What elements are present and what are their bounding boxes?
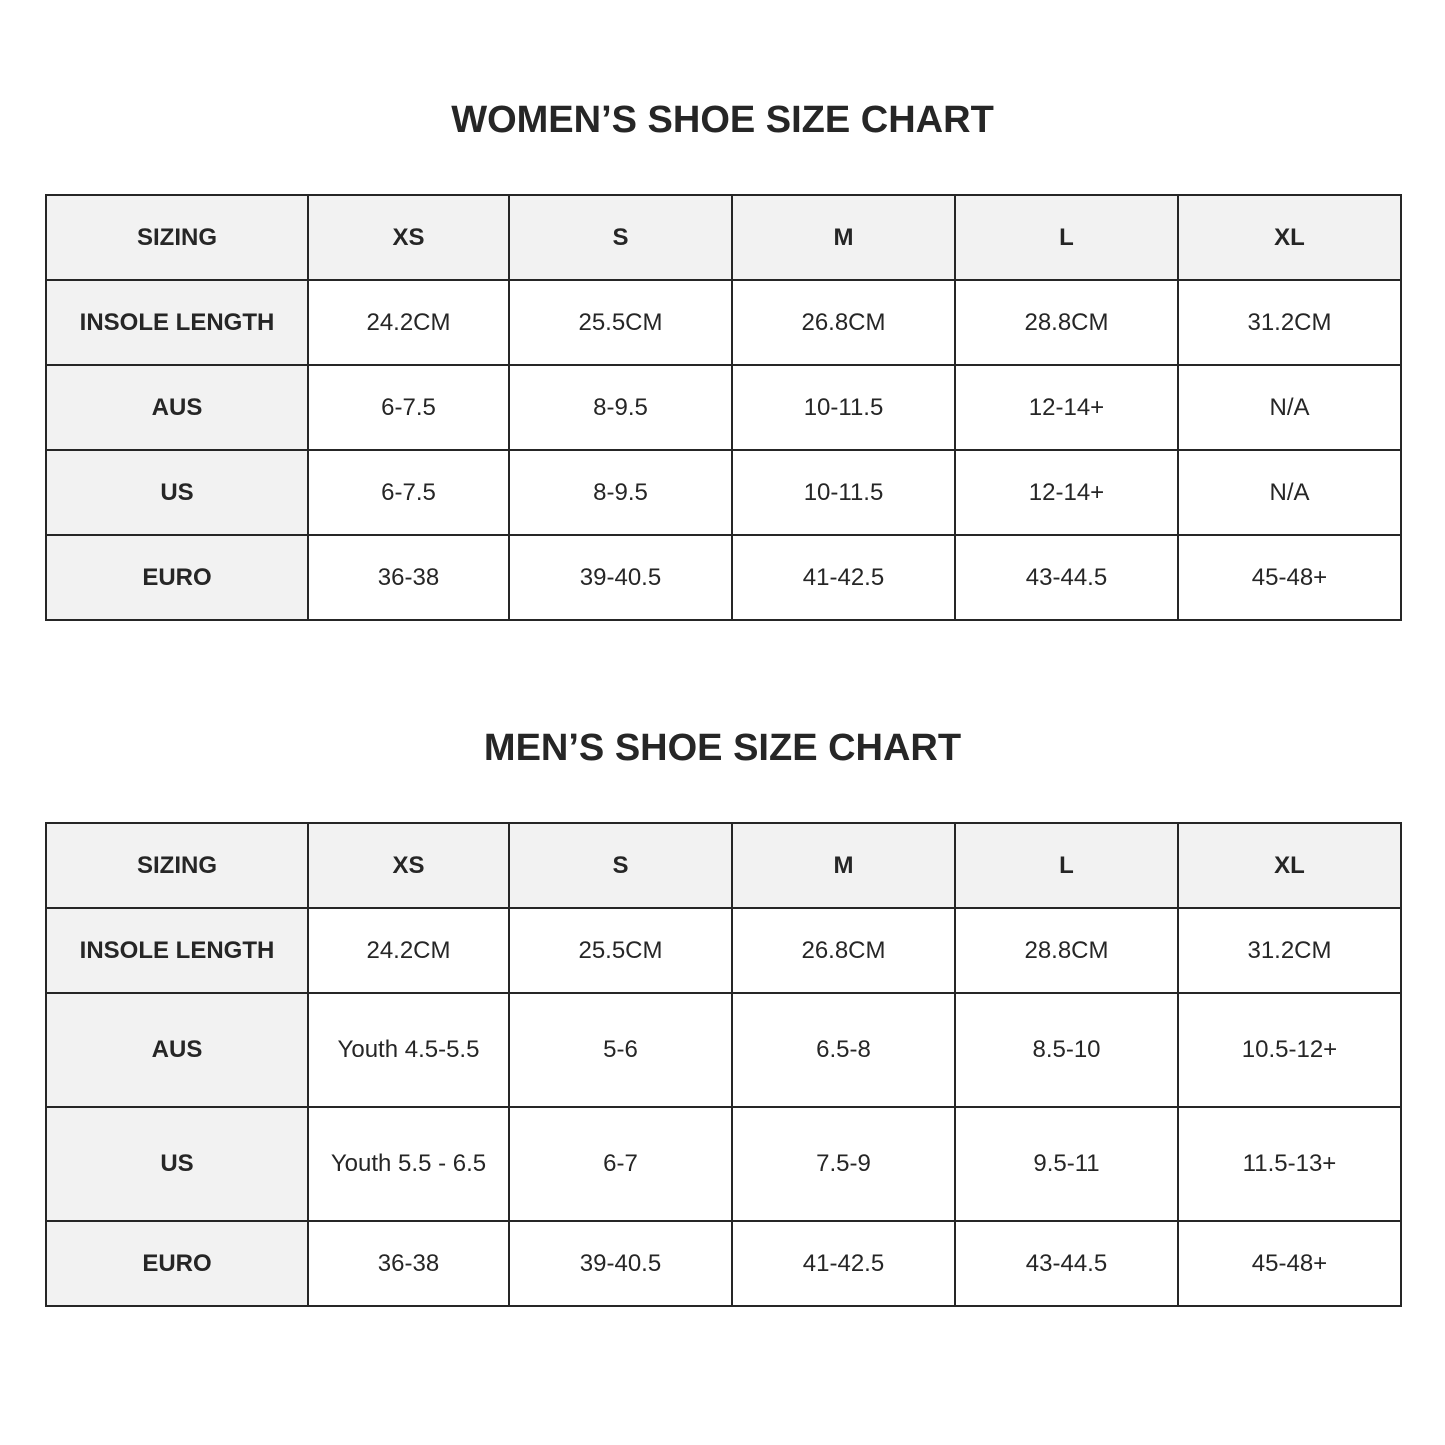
- header-cell-sizing: SIZING: [46, 823, 308, 908]
- table-cell: 28.8CM: [955, 280, 1178, 365]
- table-cell: 28.8CM: [955, 908, 1178, 993]
- header-cell-l: L: [955, 823, 1178, 908]
- table-cell: 7.5-9: [732, 1107, 955, 1221]
- table-cell: 36-38: [308, 535, 509, 620]
- table-cell: 24.2CM: [308, 280, 509, 365]
- table-row: [46, 993, 1401, 1107]
- header-cell-xl: XL: [1178, 195, 1401, 280]
- table-cell: 10.5-12+: [1178, 993, 1401, 1107]
- table-cell: 12-14+: [955, 450, 1178, 535]
- header-cell-m: M: [732, 195, 955, 280]
- table-cell: 6.5-8: [732, 993, 955, 1107]
- header-cell-xs: XS: [308, 823, 509, 908]
- table-cell: 36-38: [308, 1221, 509, 1306]
- row-label-insole-length: INSOLE LENGTH: [46, 908, 308, 993]
- table-cell: 8-9.5: [509, 450, 732, 535]
- header-cell-m: M: [732, 823, 955, 908]
- table-cell: 43-44.5: [955, 535, 1178, 620]
- header-cell-xs: XS: [308, 195, 509, 280]
- table-cell: 31.2CM: [1178, 908, 1401, 993]
- table-cell: 11.5-13+: [1178, 1107, 1401, 1221]
- table-row: [46, 1107, 1401, 1221]
- women-chart-title: WOMEN’S SHOE SIZE CHART: [451, 99, 994, 141]
- table-cell: 45-48+: [1178, 1221, 1401, 1306]
- table-cell: 25.5CM: [509, 908, 732, 993]
- table-cell: Youth 5.5 - 6.5: [308, 1107, 509, 1221]
- table-header-row: [46, 823, 1401, 908]
- table-cell: N/A: [1178, 365, 1401, 450]
- table-cell: 10-11.5: [732, 365, 955, 450]
- table-cell: 6-7: [509, 1107, 732, 1221]
- table-cell: N/A: [1178, 450, 1401, 535]
- table-cell: 45-48+: [1178, 535, 1401, 620]
- table-cell: 25.5CM: [509, 280, 732, 365]
- table-cell: 43-44.5: [955, 1221, 1178, 1306]
- table-cell: 26.8CM: [732, 280, 955, 365]
- table-cell: 9.5-11: [955, 1107, 1178, 1221]
- row-label-aus: AUS: [46, 365, 308, 450]
- table-cell: 12-14+: [955, 365, 1178, 450]
- row-label-euro: EURO: [46, 1221, 308, 1306]
- table-cell: 6-7.5: [308, 450, 509, 535]
- table-row: [46, 365, 1401, 450]
- table-cell: 39-40.5: [509, 535, 732, 620]
- table-cell: Youth 4.5-5.5: [308, 993, 509, 1107]
- table-cell: 24.2CM: [308, 908, 509, 993]
- table-row: [46, 1221, 1401, 1306]
- header-cell-s: S: [509, 823, 732, 908]
- table-cell: 31.2CM: [1178, 280, 1401, 365]
- row-label-insole-length: INSOLE LENGTH: [46, 280, 308, 365]
- table-row: [46, 280, 1401, 365]
- table-row: [46, 535, 1401, 620]
- table-row: [46, 908, 1401, 993]
- table-cell: 8.5-10: [955, 993, 1178, 1107]
- header-cell-s: S: [509, 195, 732, 280]
- table-cell: 41-42.5: [732, 535, 955, 620]
- table-header-row: [46, 195, 1401, 280]
- table-cell: 26.8CM: [732, 908, 955, 993]
- men-size-table: [45, 822, 1402, 1307]
- table-cell: 10-11.5: [732, 450, 955, 535]
- table-cell: 39-40.5: [509, 1221, 732, 1306]
- header-cell-l: L: [955, 195, 1178, 280]
- table-row: [46, 450, 1401, 535]
- row-label-us: US: [46, 450, 308, 535]
- table-cell: 5-6: [509, 993, 732, 1107]
- header-cell-xl: XL: [1178, 823, 1401, 908]
- row-label-us: US: [46, 1107, 308, 1221]
- row-label-euro: EURO: [46, 535, 308, 620]
- row-label-aus: AUS: [46, 993, 308, 1107]
- table-cell: 6-7.5: [308, 365, 509, 450]
- table-cell: 41-42.5: [732, 1221, 955, 1306]
- header-cell-sizing: SIZING: [46, 195, 308, 280]
- men-chart-title: MEN’S SHOE SIZE CHART: [483, 727, 962, 769]
- table-cell: 8-9.5: [509, 365, 732, 450]
- women-size-table: [45, 194, 1402, 621]
